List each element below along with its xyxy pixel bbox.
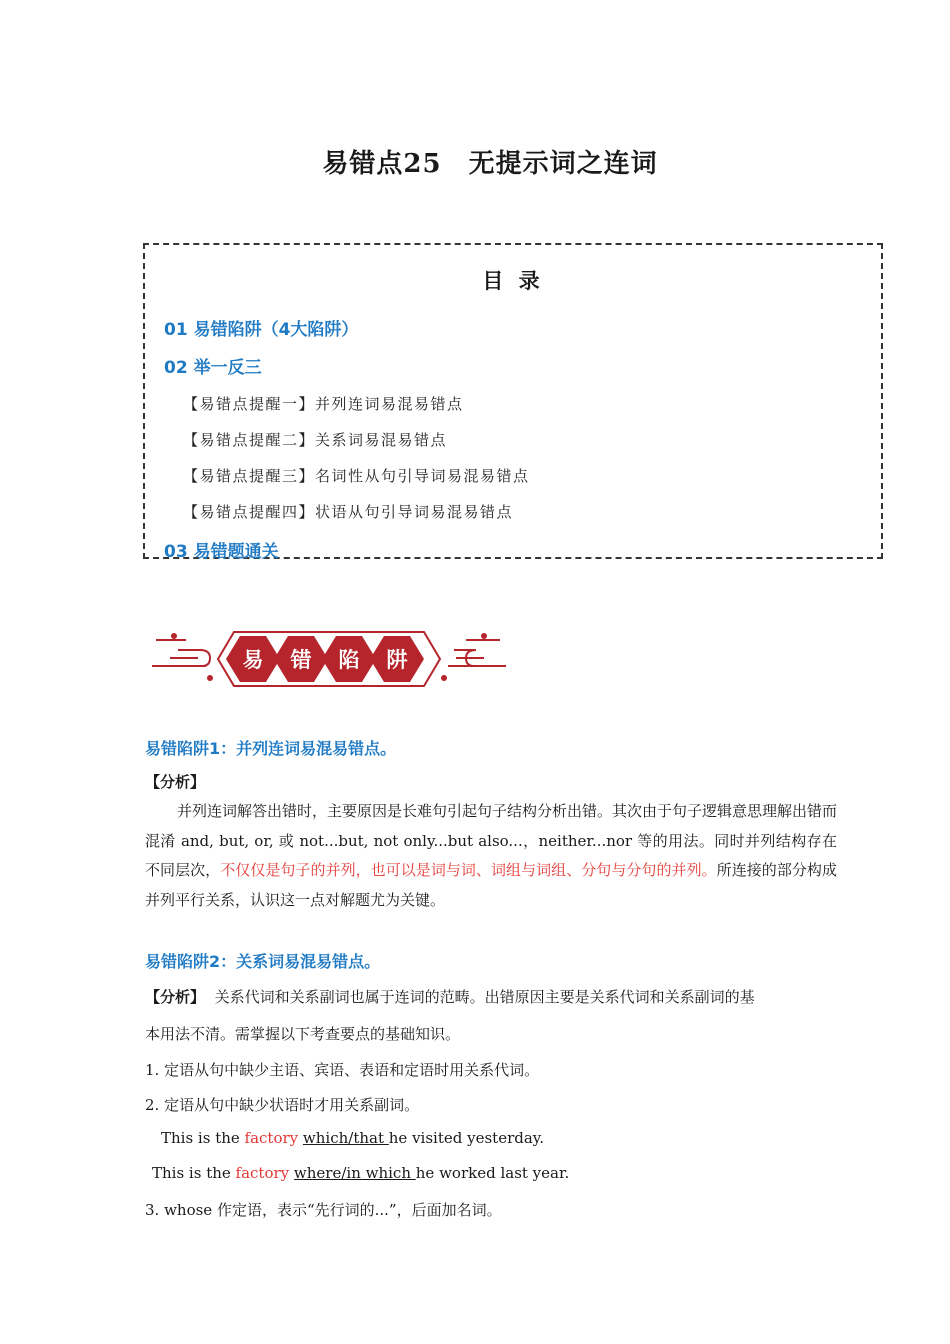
example-sentence-2 xyxy=(152,1164,569,1182)
toc-section-2[interactable]: 02 举一反三 xyxy=(164,358,262,378)
banner-char: 陷 xyxy=(338,648,360,672)
trap2-point1: 1. 定语从句中缺少主语、宾语、表语和定语时用关系代词。 xyxy=(145,1061,540,1079)
trap2-analysis-tag: 【分析】 xyxy=(145,988,206,1006)
banner-dot xyxy=(207,675,213,681)
trap2-intro-a: 关系代词和关系副词也属于连词的范畴。出错原因主要是关系代词和关系副词的基 xyxy=(214,988,755,1006)
example-text: he visited yesterday. xyxy=(388,1129,545,1147)
example-blank-answer: which/that xyxy=(302,1129,389,1147)
example-antecedent: factory xyxy=(244,1129,299,1147)
example-antecedent: factory xyxy=(235,1164,290,1182)
section-banner xyxy=(148,626,510,692)
banner-char: 易 xyxy=(242,648,264,672)
toc-section-1[interactable]: 01 易错陷阱（4大陷阱） xyxy=(164,320,359,340)
trap1-heading: 易错陷阱1：并列连词易混易错点。 xyxy=(145,739,397,758)
example-sentence-1 xyxy=(161,1129,544,1147)
table-of-contents xyxy=(143,243,883,562)
trap2-point3: 3. whose 作定语，表示“先行词的...”，后面加名词。 xyxy=(145,1201,502,1219)
banner-char: 错 xyxy=(290,648,312,672)
trap2-heading: 易错陷阱2：关系词易混易错点。 xyxy=(145,952,381,971)
trap1-paragraph xyxy=(145,797,837,915)
trap1-analysis-tag: 【分析】 xyxy=(145,773,206,791)
trap1-text-b: 所连接的部分构成并列平行关系，认识这一点对解题尤为关键。 xyxy=(145,861,837,909)
toc-subitem-4[interactable]: 【易错点提醒四】状语从句引导词易混易错点 xyxy=(183,503,514,521)
trap1-text-a: 并列连词解答出错时，主要原因是长难句引起句子结构分析出错。其次由于句子逻辑意思理解出错而混淆 and, but, or, 或 not...but, not only...but also...，neither...nor 等的用法。同时并列结构存在不同层次， xyxy=(145,802,838,879)
example-text: This is the xyxy=(161,1129,245,1147)
banner-dot xyxy=(441,675,447,681)
example-text: This is the xyxy=(152,1164,236,1182)
document-title: 易错点25 无提示词之连词 xyxy=(322,149,658,179)
toc-subitem-1[interactable]: 【易错点提醒一】并列连词易混易错点 xyxy=(183,395,464,413)
banner-dot xyxy=(481,633,487,639)
toc-subitem-3[interactable]: 【易错点提醒三】名词性从句引导词易混易错点 xyxy=(183,467,530,485)
banner-left-ornament xyxy=(152,640,210,666)
toc-heading: 目 录 xyxy=(482,269,544,293)
banner-char: 阱 xyxy=(386,648,408,672)
example-blank-answer: where/in which xyxy=(293,1164,416,1182)
trap2-point2: 2. 定语从句中缺少状语时才用关系副词。 xyxy=(145,1096,420,1114)
trap1-text-highlight: 不仅仅是句子的并列，也可以是词与词、词组与词组、分句与分句的并列。 xyxy=(220,861,717,879)
toc-section-3[interactable]: 03 易错题通关 xyxy=(164,542,279,562)
banner-dot xyxy=(171,633,177,639)
trap2-intro-b: 本用法不清。需掌握以下考查要点的基础知识。 xyxy=(145,1025,461,1043)
example-text: he worked last year. xyxy=(415,1164,570,1182)
trap2-intro-line1 xyxy=(145,986,755,1007)
banner-right-ornament xyxy=(448,640,506,666)
toc-subitem-2[interactable]: 【易错点提醒二】关系词易混易错点 xyxy=(183,431,448,449)
